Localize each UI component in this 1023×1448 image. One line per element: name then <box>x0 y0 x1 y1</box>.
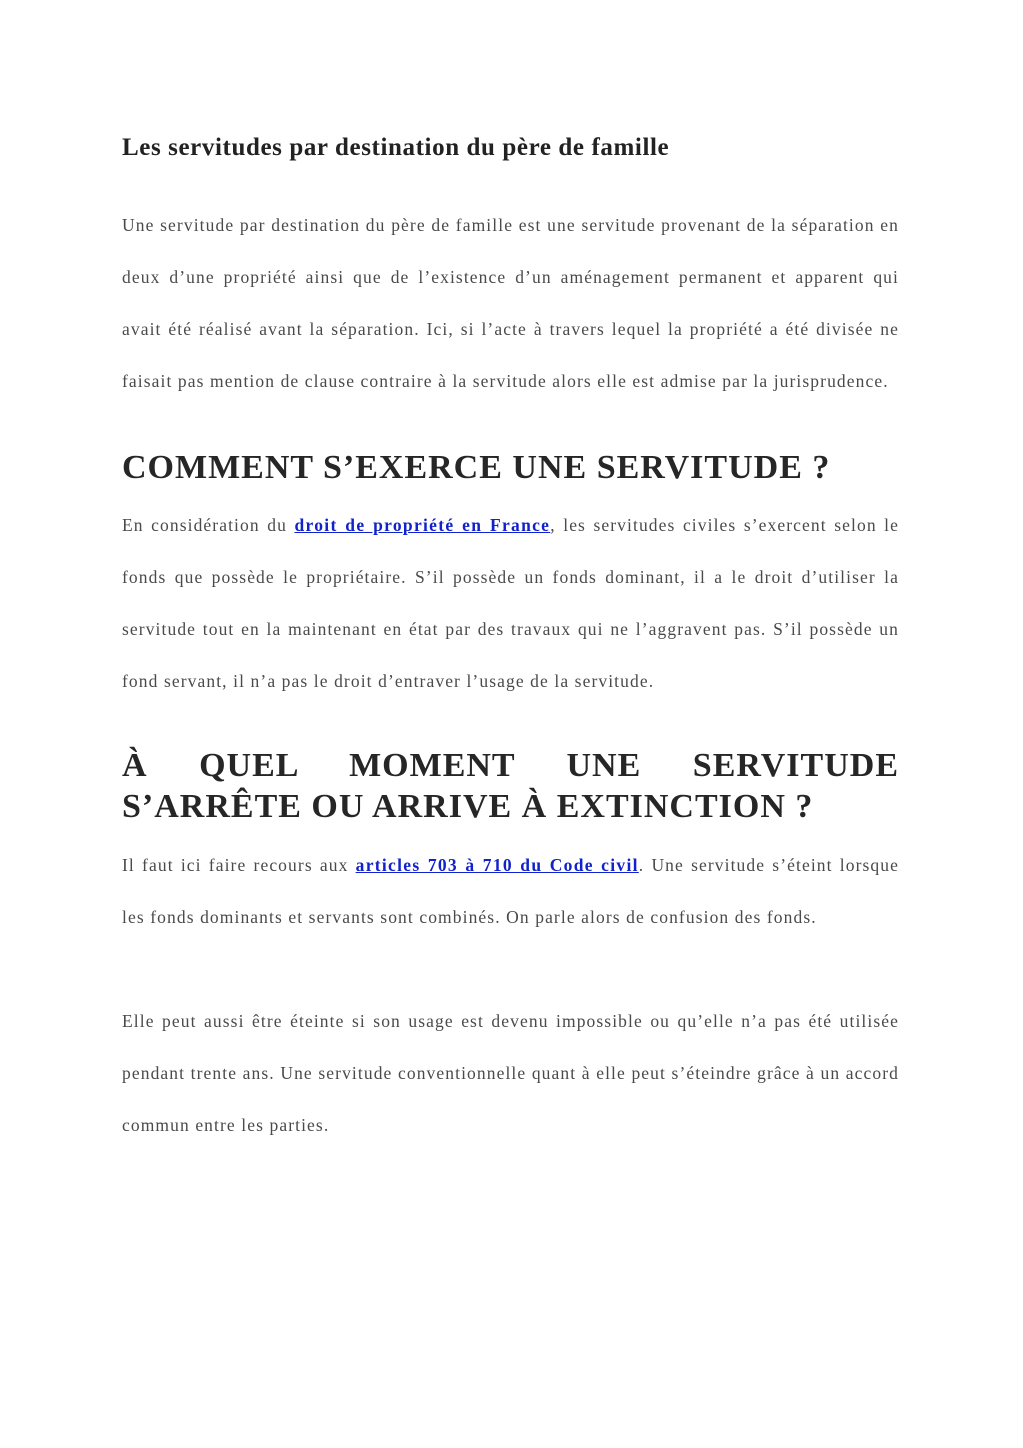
section-paragraph-exercise <box>122 499 899 707</box>
section-heading-extinction: À QUEL MOMENT UNE SERVITUDE S’ARRÊTE OU ARRIVE À EXTINCTION ? <box>122 747 899 825</box>
paragraph-text-end: . Une servitude s’éteint lorsque les fonds dominants et servants sont combinés. On parle alors de confusion des fonds. <box>122 855 899 927</box>
document-title: Les servitudes par destination du père de famille <box>122 134 670 161</box>
intro-paragraph: Une servitude par destination du père de famille est une servitude provenant de la séparation en deux d’une propriété ainsi que de l’existence d’un aménagement permanent et apparent qui avait été réalisé avant la séparation. Ici, si l’acte à travers lequel la propriété a été divisée ne faisait pas mention de clause contraire à la servitude alors elle est admise par la jurisprudence. <box>122 215 899 391</box>
paragraph-text-start: Il faut ici faire recours aux <box>122 855 356 875</box>
paragraph-text-start: En considération du <box>122 515 295 535</box>
section-paragraph-extinction <box>122 839 899 943</box>
link-code-civil-articles[interactable]: articles 703 à 710 du Code civil <box>355 855 639 875</box>
section-paragraph-extinction-2: Elle peut aussi être éteinte si son usage est devenu impossible ou qu’elle n’a pas été utilisée pendant trente ans. Une servitude conventionnelle quant à elle peut s’éteindre grâce à un accord commun entre les parties. <box>122 1011 899 1135</box>
paragraph-text-end: , les servitudes civiles s’exercent selon le fonds que possède le propriétaire. S’il possède un fonds dominant, il a le droit d’utiliser la servitude tout en la maintenant en état par des travaux qui ne l’aggravent pas. S’il possède un fond servant, il n’a pas le droit d’entraver l’usage de la servitude. <box>122 515 900 691</box>
link-droit-propriete[interactable]: droit de propriété en France <box>294 515 551 535</box>
section-heading-exercise: COMMENT S’EXERCE UNE SERVITUDE ? <box>122 449 831 486</box>
